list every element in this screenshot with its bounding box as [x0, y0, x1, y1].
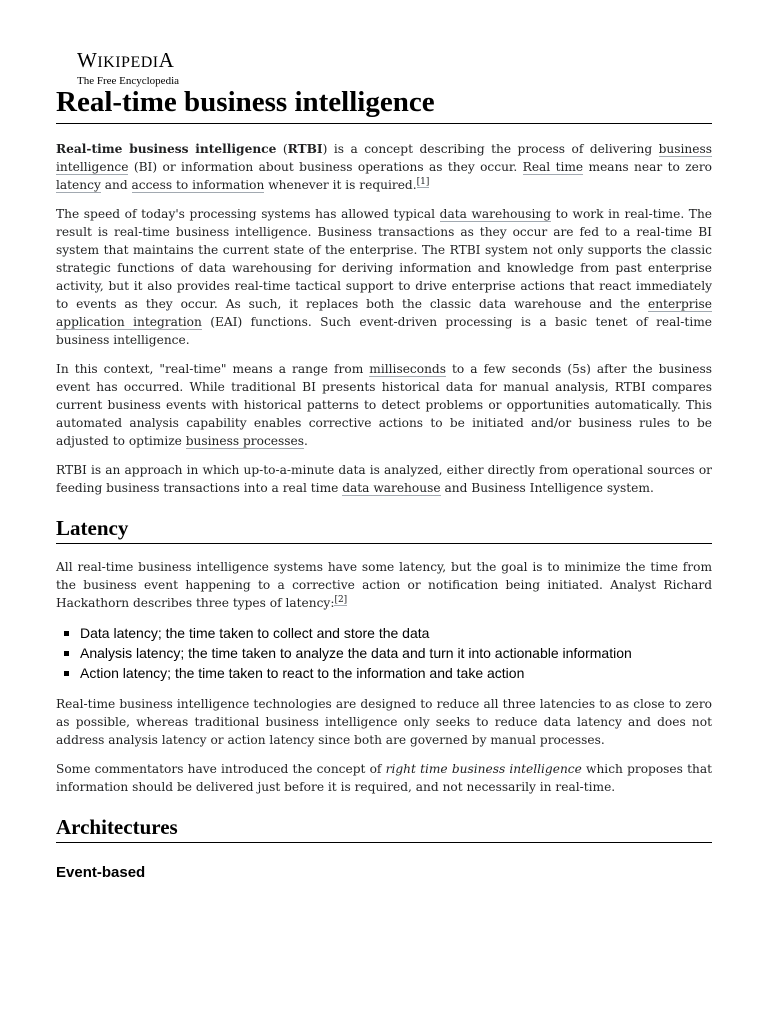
page-title: Real-time business intelligence [56, 84, 712, 124]
latency-paragraph-2: Real-time business intelligence technologies are designed to reduce all three latencies to as close to zero as possible, whereas traditional business intelligence only seeks to reduce data latency and does not address analysis latency or action latency since both are governed by manual processes. [56, 697, 712, 747]
link-enterprise-application-integration[interactable]: enterprise application integration [56, 297, 712, 329]
latency-types-list [56, 623, 712, 683]
bold-term: Real-time business intelligence [56, 142, 277, 156]
intro-paragraph: Real-time business intelligence (RTBI) is a concept describing the process of delivering business intelligence (BI) or information about business operations as they occur. Real time means near to zero latency and access to information whenever it is required.[1] [56, 142, 712, 192]
list-item: Data latency; the time taken to collect and store the data [64, 623, 712, 643]
link-business-intelligence[interactable]: business intelligence [56, 142, 712, 174]
latency-paragraph-3: Some commentators have introduced the concept of right time business intelligence which proposes that information should be delivered just before it is required, and not necessarily in real-time. [56, 762, 712, 794]
section-heading-latency: Latency [56, 515, 712, 544]
paragraph-4: RTBI is an approach in which up-to-a-minute data is analyzed, either directly from operational sources or feeding business transactions into a real time data warehouse and Business Intelligence system. [56, 463, 712, 495]
link-data-warehousing[interactable]: data warehousing [439, 207, 552, 221]
link-data-warehouse[interactable]: data warehouse [342, 481, 441, 495]
logo-wordmark: WIKIPEDIA [77, 48, 175, 72]
paragraph-2: The speed of today's processing systems has allowed typical data warehousing to work in real-time. The result is real-time business intelligence. Business transactions as they occur are fed to a real-time BI system that maintains the current state of the enterprise. The RTBI system not only supports the classic strategic functions of data warehousing for deriving information and knowledge from past enterprise activity, but it also provides real-time tactical support to drive enterprise actions that react immediately to events as they occur. As such, it replaces both the classic data warehouse and the enterprise application integration (EAI) functions. Such event-driven processing is a basic tenet of real-time business intelligence. [56, 207, 713, 347]
reference-1[interactable]: [1] [416, 176, 430, 187]
article-body [56, 140, 712, 883]
list-item: Action latency; the time taken to react to the information and take action [64, 663, 712, 683]
link-real-time[interactable]: Real time [522, 160, 584, 174]
latency-paragraph-1: All real-time business intelligence systems have some latency, but the goal is to minimize the time from the business event happening to a corrective action or notification being initiated. Analyst Richard Hackathorn describes three types of latency:[2] [56, 560, 712, 610]
italic-term: right time business intelligence [385, 762, 582, 776]
wikipedia-logo[interactable] [77, 49, 179, 88]
paragraph-3: In this context, "real-time" means a range from milliseconds to a few seconds (5s) after the business event has occurred. While traditional BI presents historical data for manual analysis, RTBI compares current business events with historical patterns to detect problems or opportunities automatically. This automated analysis capability enables corrective actions to be initiated and/or business rules to be adjusted to optimize business processes. [56, 362, 713, 448]
link-milliseconds[interactable]: milliseconds [369, 362, 446, 376]
bold-abbr: RTBI [287, 142, 323, 156]
link-latency[interactable]: latency [56, 178, 101, 192]
logo-tagline: The Free Encyclopedia [77, 75, 180, 87]
link-business-processes[interactable]: business processes [185, 434, 304, 448]
subsection-heading-event-based: Event-based [56, 864, 146, 881]
section-heading-architectures: Architectures [56, 814, 712, 843]
link-access-to-information[interactable]: access to information [131, 178, 265, 192]
reference-2[interactable]: [2] [334, 594, 348, 605]
list-item: Analysis latency; the time taken to analyze the data and turn it into actionable information [64, 643, 712, 663]
